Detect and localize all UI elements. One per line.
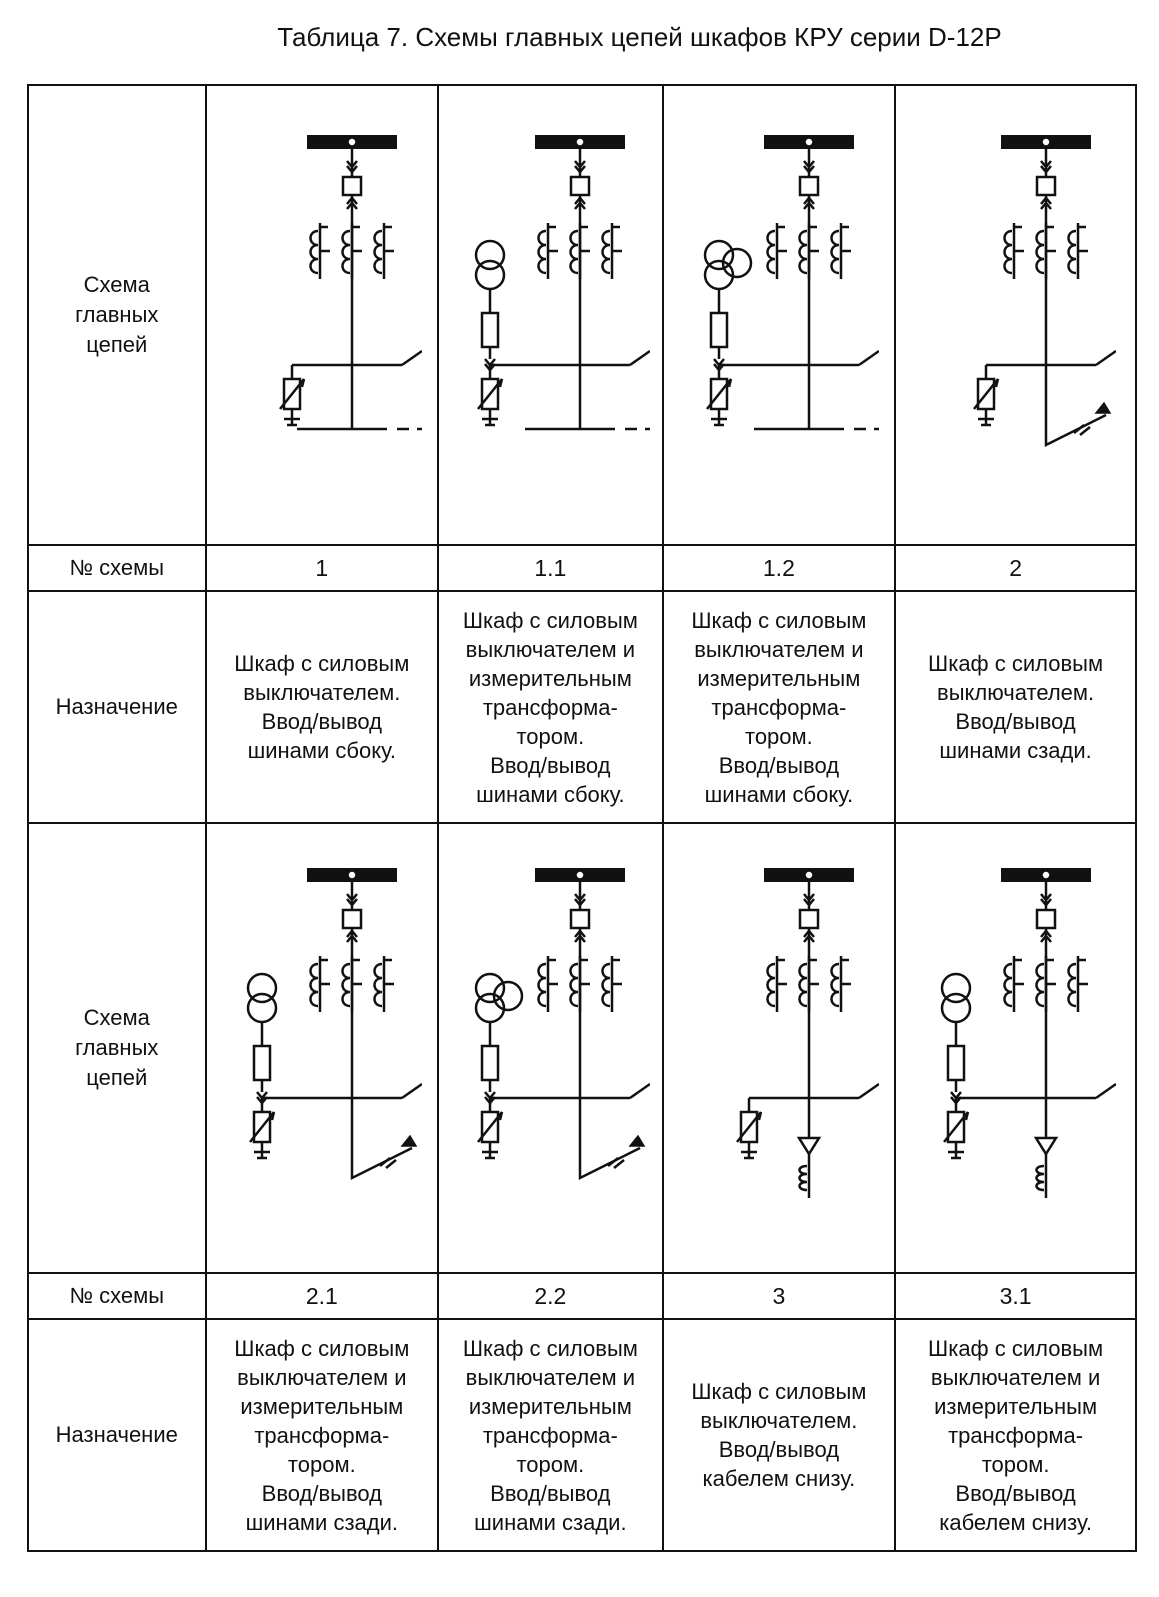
ct-coil-icon xyxy=(831,964,839,1006)
scheme-cell xyxy=(895,85,1136,545)
row-label-purpose: Назначение xyxy=(28,591,206,823)
purpose-line: Шкаф с силовым xyxy=(462,1335,638,1361)
ct-coil-icon xyxy=(571,964,579,1006)
circuit-diagram xyxy=(916,848,1116,1248)
surge-arrester-icon xyxy=(250,1112,274,1158)
purpose-line: Шкаф с силовым xyxy=(691,1379,867,1404)
circuit-breaker-icon xyxy=(343,910,361,928)
circuit-breaker-icon xyxy=(343,177,361,195)
purpose-line: измерительным xyxy=(697,665,861,691)
purpose-line: кабелем снизу. xyxy=(939,1509,1092,1535)
ct-coil-icon xyxy=(1036,964,1044,1006)
scheme-cell xyxy=(206,823,439,1273)
cable-termination-icon xyxy=(799,1138,819,1154)
voltage-transformer-icon xyxy=(705,241,751,359)
purpose-line: тором. xyxy=(516,723,585,749)
purpose-line: Ввод/вывод xyxy=(955,709,1076,734)
current-transformer-icon xyxy=(1036,956,1056,1012)
earthing-switch-icon xyxy=(610,351,650,373)
purpose-line: выключателем. xyxy=(937,680,1095,705)
rear-bus-line xyxy=(1046,375,1106,445)
number-row-top xyxy=(28,545,1136,591)
row-label-scheme: Схема главных цепей xyxy=(28,823,206,1273)
purpose-line: выключателем и xyxy=(694,636,864,662)
ct-coil-icon xyxy=(342,964,350,1006)
circuit-diagram xyxy=(222,115,422,515)
purpose-line: измерительным xyxy=(240,1393,404,1419)
circuit-diagram xyxy=(679,115,879,515)
current-transformer-icon xyxy=(603,223,623,279)
earthing-switch-icon xyxy=(1076,1084,1116,1106)
current-transformer-icon xyxy=(799,956,819,1012)
surge-arrester-icon xyxy=(974,379,998,425)
surge-arrester-icon xyxy=(707,379,731,425)
ct-coil-icon xyxy=(603,231,611,273)
purpose-line: измерительным xyxy=(468,665,632,691)
surge-arrester-icon xyxy=(944,1112,968,1158)
scheme-number: 3 xyxy=(663,1273,896,1319)
current-transformer-icon xyxy=(342,223,362,279)
purpose-line: Шкаф с силовым xyxy=(928,651,1104,676)
purpose-line: тором. xyxy=(981,1451,1050,1477)
scheme-number: 2.1 xyxy=(206,1273,439,1319)
circuit-breaker-icon xyxy=(800,910,818,928)
purpose-line: выключателем и xyxy=(930,1364,1101,1390)
current-transformer-icon xyxy=(603,956,623,1012)
purpose-line: измерительным xyxy=(934,1393,1098,1419)
purpose-cell xyxy=(895,1319,1136,1551)
purpose-line: Шкаф с силовым xyxy=(234,651,410,676)
rear-bus-line xyxy=(580,1108,640,1178)
earthing-switch-icon xyxy=(610,1084,650,1106)
scheme-cell xyxy=(663,85,896,545)
purpose-line: тором. xyxy=(287,1451,356,1477)
current-transformer-icon xyxy=(1036,223,1056,279)
current-transformer-icon xyxy=(1068,956,1088,1012)
current-transformer-icon xyxy=(831,956,851,1012)
purpose-cell xyxy=(206,1319,439,1551)
hatch-icon xyxy=(608,1158,624,1168)
circuit-diagram xyxy=(450,115,650,515)
purpose-line: Шкаф с силовым xyxy=(234,1335,410,1361)
current-transformer-icon xyxy=(539,223,559,279)
scheme-number: 1 xyxy=(206,545,439,591)
ct-coil-icon xyxy=(342,231,350,273)
purpose-line: трансформа- xyxy=(711,694,847,720)
ct-coil-icon xyxy=(1036,231,1044,273)
current-transformer-icon xyxy=(310,223,330,279)
scheme-row-bottom xyxy=(28,823,1136,1273)
surge-arrester-icon xyxy=(280,379,304,425)
earthing-switch-icon xyxy=(382,351,422,373)
current-transformer-icon xyxy=(310,956,330,1012)
ct-coil-icon xyxy=(571,231,579,273)
purpose-cell xyxy=(206,591,439,823)
scheme-cell xyxy=(895,823,1136,1273)
row-label-scheme: Схема главных цепей xyxy=(28,85,206,545)
purpose-line: шинами сбоку. xyxy=(247,738,397,763)
purpose-line: кабелем снизу. xyxy=(702,1466,856,1491)
earthing-switch-icon xyxy=(839,1084,879,1106)
purpose-line: шинами сзади. xyxy=(474,1509,627,1535)
ct-coil-icon xyxy=(1068,964,1076,1006)
current-transformer-icon xyxy=(1004,956,1024,1012)
purpose-line: шинами сбоку. xyxy=(704,781,854,807)
hatch-icon xyxy=(380,1158,396,1168)
hatch-icon xyxy=(1074,425,1090,435)
ct-coil-icon xyxy=(799,1166,807,1190)
busbar-node xyxy=(576,138,584,146)
purpose-line: шинами сзади. xyxy=(245,1509,399,1535)
ct-coil-icon xyxy=(374,231,382,273)
current-transformer-icon xyxy=(1004,223,1024,279)
cable-termination-icon xyxy=(1036,1138,1056,1154)
purpose-line: трансформа- xyxy=(948,1422,1084,1448)
row-label-number: № схемы xyxy=(28,1273,206,1319)
circuit-breaker-icon xyxy=(1037,910,1055,928)
purpose-line: Ввод/вывод xyxy=(718,752,840,778)
ct-coil-icon xyxy=(1004,231,1012,273)
scheme-number: 2 xyxy=(895,545,1136,591)
purpose-cell xyxy=(663,591,896,823)
purpose-line: шинами сбоку. xyxy=(476,781,625,807)
purpose-line: трансформа- xyxy=(482,1422,618,1448)
circuit-breaker-icon xyxy=(571,177,589,195)
purpose-line: Шкаф с силовым xyxy=(462,607,638,633)
scheme-cell xyxy=(438,823,662,1273)
circuit-breaker-icon xyxy=(800,177,818,195)
scheme-cell xyxy=(663,823,896,1273)
surge-arrester-icon xyxy=(478,379,502,425)
scheme-number: 3.1 xyxy=(895,1273,1136,1319)
earthing-switch-icon xyxy=(382,1084,422,1106)
purpose-line: выключателем и xyxy=(237,1364,407,1390)
scheme-cell xyxy=(438,85,662,545)
row-label-purpose: Назначение xyxy=(28,1319,206,1551)
purpose-line: Ввод/вывод xyxy=(490,752,611,778)
busbar-node xyxy=(348,871,356,879)
purpose-line: трансформа- xyxy=(482,694,618,720)
purpose-line: Ввод/вывод xyxy=(955,1480,1076,1506)
voltage-transformer-icon xyxy=(942,974,970,1092)
ct-coil-icon xyxy=(539,231,547,273)
busbar-node xyxy=(1042,138,1050,146)
current-transformer-icon xyxy=(342,956,362,1012)
current-transformer-icon xyxy=(374,223,394,279)
purpose-cell xyxy=(895,591,1136,823)
circuit-diagram xyxy=(222,848,422,1248)
purpose-cell xyxy=(438,1319,662,1551)
purpose-line: выключателем и xyxy=(465,636,636,662)
purpose-line: Шкаф с силовым xyxy=(691,607,867,633)
purpose-line: выключателем. xyxy=(243,680,401,705)
circuit-diagram xyxy=(450,848,650,1248)
row-label-number: № схемы xyxy=(28,545,206,591)
purpose-line: Ввод/вывод xyxy=(490,1480,611,1506)
purpose-line: Шкаф с силовым xyxy=(928,1335,1104,1361)
current-transformer-icon xyxy=(1068,223,1088,279)
ct-coil-icon xyxy=(831,231,839,273)
scheme-number: 2.2 xyxy=(438,1273,662,1319)
circuit-breaker-icon xyxy=(1037,177,1055,195)
purpose-line: шинами сзади. xyxy=(939,738,1092,763)
purpose-row-top xyxy=(28,591,1136,823)
purpose-line: тором. xyxy=(744,723,813,749)
purpose-line: трансформа- xyxy=(254,1422,390,1448)
circuit-diagram xyxy=(916,115,1116,515)
current-transformer-icon xyxy=(374,956,394,1012)
voltage-transformer-icon xyxy=(476,974,522,1092)
number-row-bottom xyxy=(28,1273,1136,1319)
arrow-icon xyxy=(1096,403,1110,413)
current-transformer-icon xyxy=(831,223,851,279)
ct-coil-icon xyxy=(767,964,775,1006)
current-transformer-icon xyxy=(799,223,819,279)
current-transformer-icon xyxy=(571,956,591,1012)
voltage-transformer-icon xyxy=(248,974,276,1092)
current-transformer-icon xyxy=(571,223,591,279)
scheme-row-top xyxy=(28,85,1136,545)
scheme-cell xyxy=(206,85,439,545)
ct-coil-icon xyxy=(1036,1166,1044,1190)
ct-coil-icon xyxy=(799,231,807,273)
ct-coil-icon xyxy=(374,964,382,1006)
purpose-line: измерительным xyxy=(468,1393,632,1419)
arrow-icon xyxy=(630,1136,644,1146)
purpose-line: Ввод/вывод xyxy=(718,1437,840,1462)
current-transformer-icon xyxy=(767,956,787,1012)
current-transformer-icon xyxy=(539,956,559,1012)
circuit-diagram xyxy=(679,848,879,1248)
scheme-number: 1.2 xyxy=(663,545,896,591)
busbar-node xyxy=(576,871,584,879)
scheme-number: 1.1 xyxy=(438,545,662,591)
purpose-line: Ввод/вывод xyxy=(261,709,382,734)
rear-bus-line xyxy=(352,1108,412,1178)
ct-coil-icon xyxy=(310,231,318,273)
earthing-switch-icon xyxy=(839,351,879,373)
purpose-line: тором. xyxy=(516,1451,585,1477)
ct-coil-icon xyxy=(603,964,611,1006)
arrow-icon xyxy=(402,1136,416,1146)
current-transformer-icon xyxy=(767,223,787,279)
ct-coil-icon xyxy=(539,964,547,1006)
purpose-line: выключателем. xyxy=(700,1408,858,1433)
voltage-transformer-icon xyxy=(476,241,504,359)
circuit-breaker-icon xyxy=(571,910,589,928)
purpose-row-bottom xyxy=(28,1319,1136,1551)
earthing-switch-icon xyxy=(1076,351,1116,373)
ct-coil-icon xyxy=(310,964,318,1006)
scheme-table xyxy=(27,84,1137,1552)
ct-coil-icon xyxy=(1004,964,1012,1006)
busbar-node xyxy=(805,871,813,879)
purpose-line: Ввод/вывод xyxy=(261,1480,382,1506)
surge-arrester-icon xyxy=(737,1112,761,1158)
page-title: Таблица 7. Схемы главных цепей шкафов КРУ серии D-12Р xyxy=(277,22,1002,52)
ct-coil-icon xyxy=(799,964,807,1006)
busbar-node xyxy=(1042,871,1050,879)
ct-coil-icon xyxy=(767,231,775,273)
busbar-node xyxy=(348,138,356,146)
purpose-cell xyxy=(438,591,662,823)
purpose-cell xyxy=(663,1319,896,1551)
ct-coil-icon xyxy=(1068,231,1076,273)
busbar-node xyxy=(805,138,813,146)
purpose-line: выключателем и xyxy=(465,1364,636,1390)
surge-arrester-icon xyxy=(478,1112,502,1158)
